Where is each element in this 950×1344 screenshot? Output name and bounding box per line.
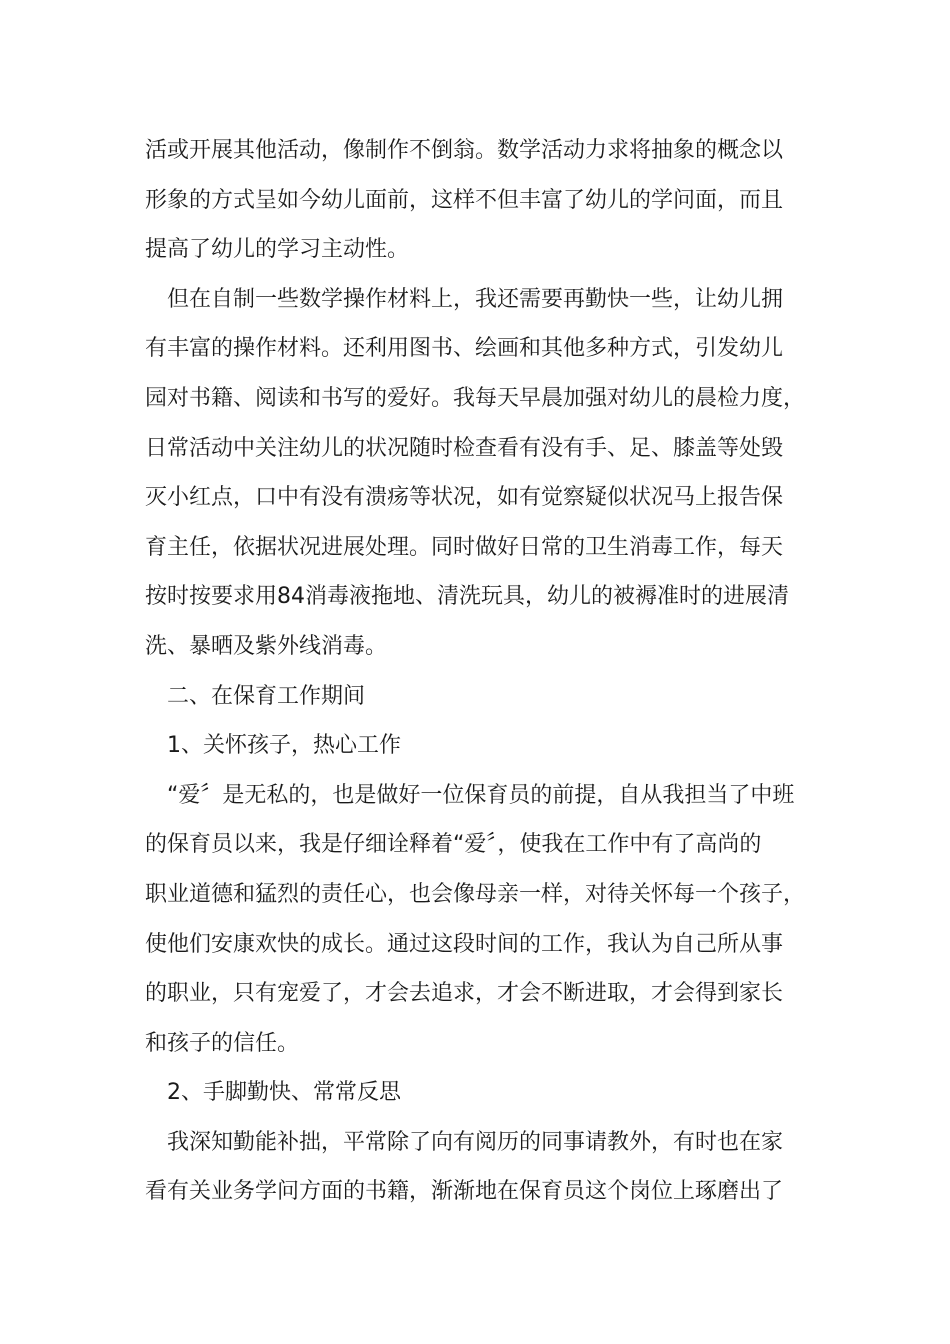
text-line: “爱〞是无私的，也是做好一位保育员的前提，自从我担当了中班 <box>145 782 795 808</box>
text-line: 园对书籍、阅读和书写的爱好。我每天早晨加强对幼儿的晨检力度， <box>145 385 806 411</box>
text-line: 我深知勤能补拙，平常除了向有阅历的同事请教外，有时也在家 <box>145 1129 784 1155</box>
text-line: 形象的方式呈如今幼儿面前，这样不但丰富了幼儿的学问面，而且 <box>145 187 784 213</box>
text-line: 灭小红点，口中有没有溃疡等状况，如有觉察疑似状况马上报告保 <box>145 485 784 511</box>
text-line: 日常活动中关注幼儿的状况随时检查看有没有手、足、膝盖等处毁 <box>145 435 784 461</box>
text-line: 有丰富的操作材料。还利用图书、绘画和其他多种方式，引发幼儿 <box>145 336 784 362</box>
text-line: 和孩子的信任。 <box>145 1030 300 1056</box>
text-line: 职业道德和猛烈的责任心，也会像母亲一样，对待关怀每一个孩子， <box>145 881 806 907</box>
text-line: 使他们安康欢快的成长。通过这段时间的工作，我认为自己所从事 <box>145 931 784 957</box>
text-line: 看有关业务学问方面的书籍，渐渐地在保育员这个岗位上琢磨出了 <box>145 1179 784 1205</box>
text-line: 的保育员以来，我是仔细诠释着“爱〞，使我在工作中有了高尚的 <box>145 832 762 858</box>
text-line: 育主任，依据状况进展处理。同时做好日常的卫生消毒工作，每天 <box>145 534 784 560</box>
text-line: 活或开展其他活动，像制作不倒翁。数学活动力求将抽象的概念以 <box>145 138 784 163</box>
text-line: 按时按要求用84消毒液拖地、清洗玩具，幼儿的被褥准时的进展清 <box>145 584 789 610</box>
subsection-heading: 2、手脚勤快、常常反思 <box>145 1080 401 1106</box>
subsection-heading: 1、关怀孩子，热心工作 <box>145 733 401 759</box>
text-line: 提高了幼儿的学习主动性。 <box>145 237 410 263</box>
text-line: 洗、暴晒及紫外线消毒。 <box>145 633 388 659</box>
text-line: 的职业，只有宠爱了，才会去追求，才会不断进取，才会得到家长 <box>145 981 784 1007</box>
text-line: 但在自制一些数学操作材料上，我还需要再勤快一些，让幼儿拥 <box>145 286 784 312</box>
section-heading: 二、在保育工作期间 <box>145 683 366 709</box>
document-body <box>145 126 825 1217</box>
